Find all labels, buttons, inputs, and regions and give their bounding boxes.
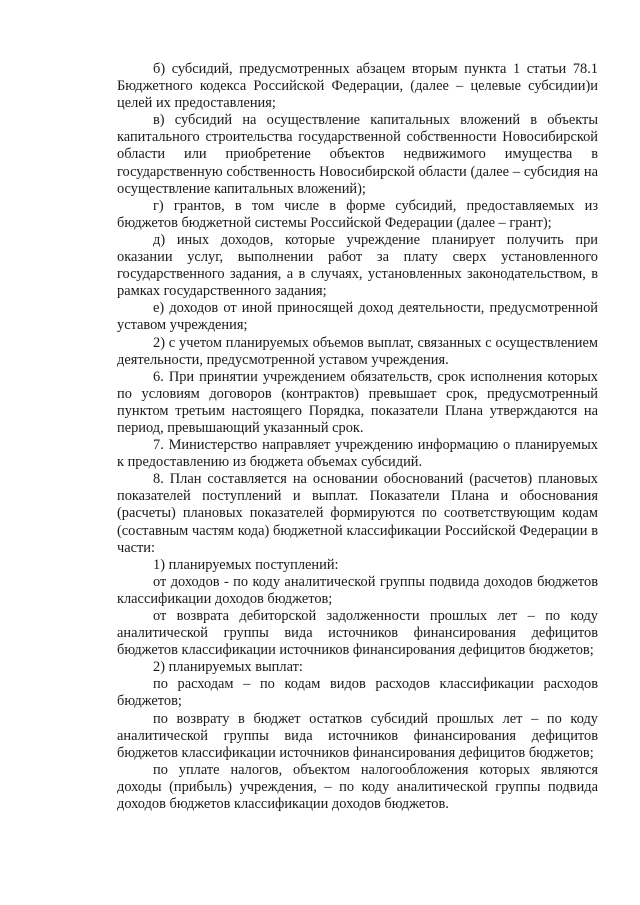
- paragraph: д) иных доходов, которые учреждение планирует получить при оказании услуг, выполнении работ за плату сверх установленного государственного задания, а в случаях, установленных законодательством, в рамках государственного задания;: [117, 231, 598, 300]
- paragraph: 1) планируемых поступлений:: [153, 556, 339, 573]
- paragraph: от возврата дебиторской задолженности прошлых лет – по коду аналитической группы вида источников финансирования дефицитов бюджетов классификации источников финансирования дефицитов бюджетов;: [117, 608, 598, 659]
- paragraph: по уплате налогов, объектом налогообложения которых являются доходы (прибыль) учреждения, – по коду аналитической группы подвида доходов бюджетов классификации доходов бюджетов.: [117, 761, 598, 813]
- paragraph: 7. Министерство направляет учреждению информацию о планируемых к предоставлению из бюджета объемах субсидий.: [117, 437, 598, 471]
- paragraph: в) субсидий на осуществление капитальных вложений в объекты капитального строительства государственной собственности Новосибирской области или приобретение объектов недвижимого имущества в государственную собственность Новосибирской области (далее – субсидия на осуществление капитальных вложений);: [117, 112, 598, 197]
- paragraph: 8. План составляется на основании обоснований (расчетов) плановых показателей поступлений и выплат. Показатели Плана и обоснования (расчеты) плановых показателей формируются по соответствующим кодам (составным частям кода) бюджетной классификации Российской Федерации в части:: [117, 471, 598, 556]
- paragraph: г) грантов, в том числе в форме субсидий, предоставляемых из бюджетов бюджетной системы Российской Федерации (далее – грант);: [117, 197, 598, 231]
- paragraph: по возврату в бюджет остатков субсидий прошлых лет – по коду аналитической группы вида источников финансирования дефицитов бюджетов классификации источников финансирования дефицитов бюджетов;: [117, 710, 598, 761]
- paragraph: 2) с учетом планируемых объемов выплат, связанных с осуществлением деятельности, предусмотренной уставом учреждения.: [117, 334, 598, 368]
- paragraph: е) доходов от иной приносящей доход деятельности, предусмотренной уставом учреждения;: [117, 300, 598, 334]
- paragraph: по расходам – по кодам видов расходов классификации расходов бюджетов;: [117, 676, 598, 710]
- paragraph: 6. При принятии учреждением обязательств, срок исполнения которых по условиям договоров (контрактов) превышает срок, предусмотренный пунктом третьим настоящего Порядка, показатели Плана утверждаются на период, превышающий указанный срок.: [117, 368, 598, 436]
- paragraph: 2) планируемых выплат:: [153, 659, 303, 676]
- document-body: [117, 61, 598, 813]
- paragraph: б) субсидий, предусмотренных абзацем вторым пункта 1 статьи 78.1 Бюджетного кодекса Российской Федерации, (далее – целевые субсидии)и целей их предоставления;: [117, 61, 598, 112]
- paragraph: от доходов - по коду аналитической группы подвида доходов бюджетов классификации доходов бюджетов;: [117, 573, 598, 607]
